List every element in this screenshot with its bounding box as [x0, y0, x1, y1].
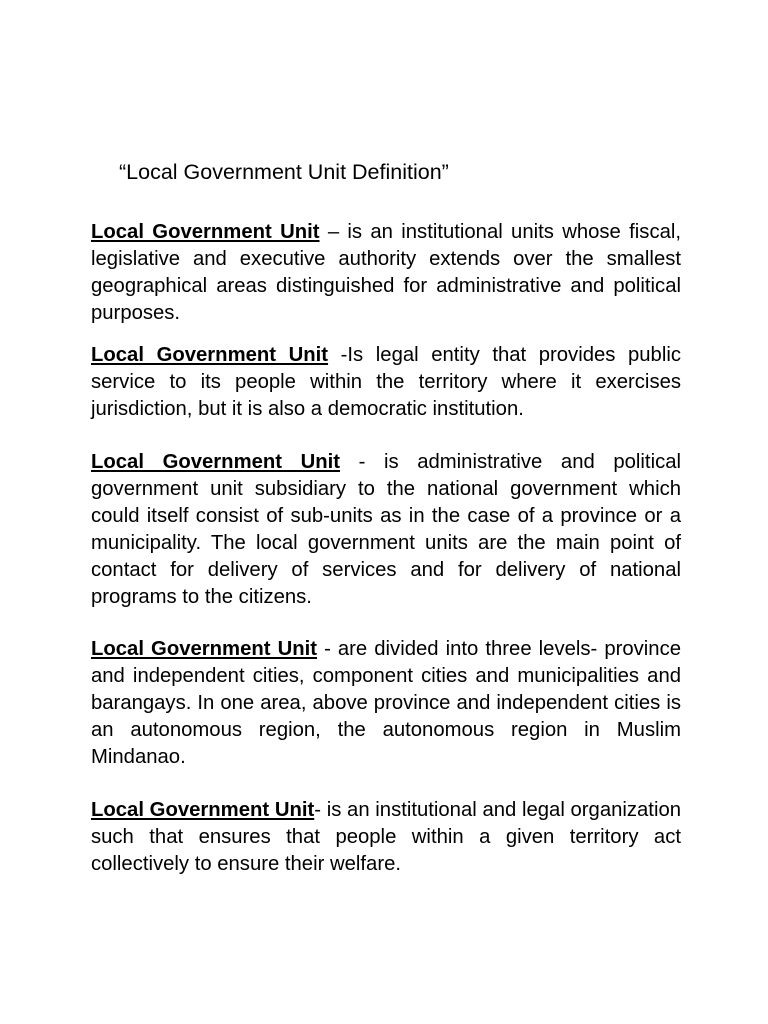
definition-text: - are divided into three levels- province and independent cities, component cities and municipalities and barangays. In one area, above province and independent cities is an autonomous region, the autonomous region in Muslim Mindanao.: [91, 638, 681, 768]
definition-paragraph-3: [91, 449, 681, 611]
definition-paragraph-4: [91, 636, 681, 771]
definition-term: Local Government Unit: [91, 451, 341, 473]
definition-text: -Is legal entity that provides public service to its people within the territory where it exercises jurisdiction, but it is also a democratic institution.: [91, 344, 681, 420]
definition-text: – is an institutional units whose fiscal, legislative and executive authority extends over the smallest geographical areas distinguished for administrative and political purposes.: [91, 221, 682, 324]
definition-text: - is administrative and political government unit subsidiary to the national government which could itself consist of sub-units as in the case of a province or a municipality. The local government units are the main point of contact for delivery of services and for delivery of national programs to the citizens.: [91, 451, 681, 608]
definition-term: Local Government Unit: [91, 344, 329, 366]
definition-term: Local Government Unit: [91, 799, 315, 821]
definition-paragraph-5: [91, 797, 681, 878]
definition-text: - is an institutional and legal organization such that ensures that people within a given territory act collectively to ensure their welfare.: [91, 799, 682, 875]
definition-paragraph-1: [91, 219, 681, 327]
definition-paragraph-2: [91, 342, 681, 423]
definition-term: Local Government Unit: [91, 638, 317, 660]
definition-term: Local Government Unit: [91, 221, 320, 243]
document-title: “Local Government Unit Definition”: [119, 160, 449, 184]
